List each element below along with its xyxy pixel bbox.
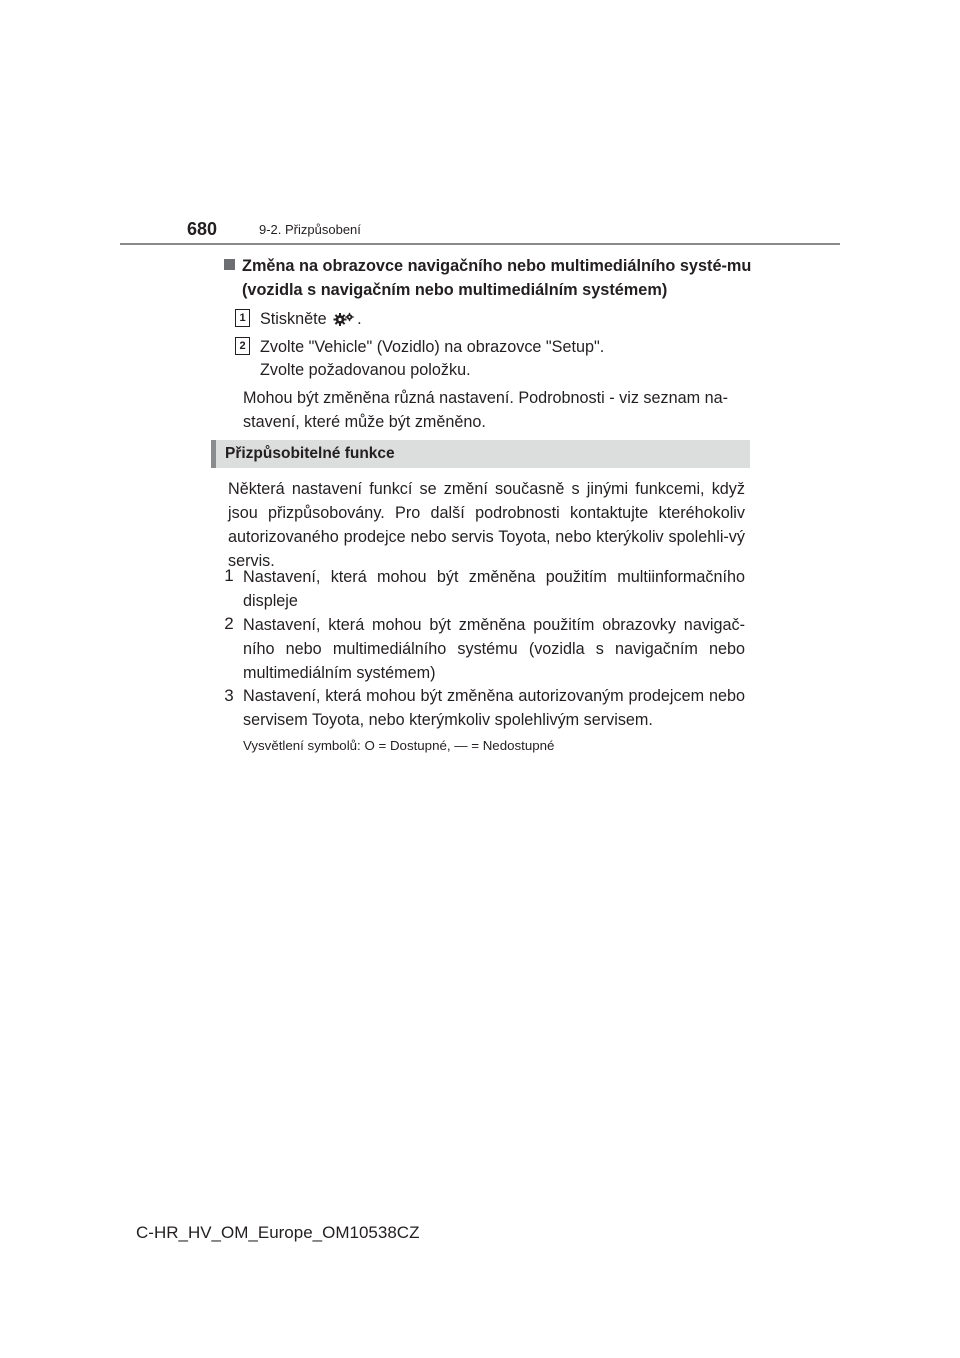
square-bullet-icon — [224, 259, 235, 270]
step-number-2: 2 — [235, 337, 250, 355]
gears-icon — [333, 309, 355, 333]
item-number-1: 1 — [224, 566, 234, 585]
item-3-text: Nastavení, která mohou být změněna autorizovaným prodejcem nebo servisem Toyota, nebo kterýmkoliv spolehlivým servisem. — [243, 687, 745, 729]
step-1-text: Stiskněte — [260, 310, 327, 328]
settings-note: Mohou být změněna různá nastavení. Podrobnosti - viz seznam na-stavení, které může být změněno. — [243, 389, 728, 431]
step-number-1: 1 — [235, 309, 250, 327]
step-1 — [260, 307, 362, 333]
step-2-line-1: Zvolte "Vehicle" (Vozidlo) na obrazovce "Setup". — [260, 338, 605, 356]
item-number-3: 3 — [224, 686, 234, 705]
header-divider — [120, 243, 840, 245]
page-number: 680 — [187, 219, 218, 239]
step-1-end: . — [357, 310, 362, 328]
step-2-line-2: Zvolte požadovanou položku. — [260, 361, 471, 379]
intro-paragraph: Některá nastavení funkcí se změní současně s jinými funkcemi, když jsou přizpůsobovány. Pro další podrobnosti kontaktujte kteréhokoliv autorizovaného prodejce nebo servis Toyota, nebo kterýkoliv spolehli-vý servis. — [228, 480, 745, 570]
item-number-2: 2 — [224, 614, 234, 633]
item-1-text: Nastavení, která mohou být změněna použitím multiinformačního displeje — [243, 568, 745, 610]
section-heading: Přizpůsobitelné funkce — [225, 445, 395, 462]
heading-accent — [211, 440, 216, 468]
symbol-legend: Vysvětlení symbolů: O = Dostupné, — = Nedostupné — [243, 738, 555, 753]
document-code: C-HR_HV_OM_Europe_OM10538CZ — [136, 1223, 420, 1242]
section-heading-bar — [211, 440, 750, 468]
subsection-heading — [224, 254, 754, 302]
item-2-text: Nastavení, která mohou být změněna použitím obrazovky navigač-ního nebo multimediálního systému (vozidla s navigačním nebo multimediálním systémem) — [243, 616, 745, 682]
subsection-heading-text: Změna na obrazovce navigačního nebo multimediálního systé-mu (vozidla s navigačním nebo multimediálním systémem) — [242, 257, 752, 299]
section-label: 9-2. Přizpůsobení — [259, 222, 361, 237]
